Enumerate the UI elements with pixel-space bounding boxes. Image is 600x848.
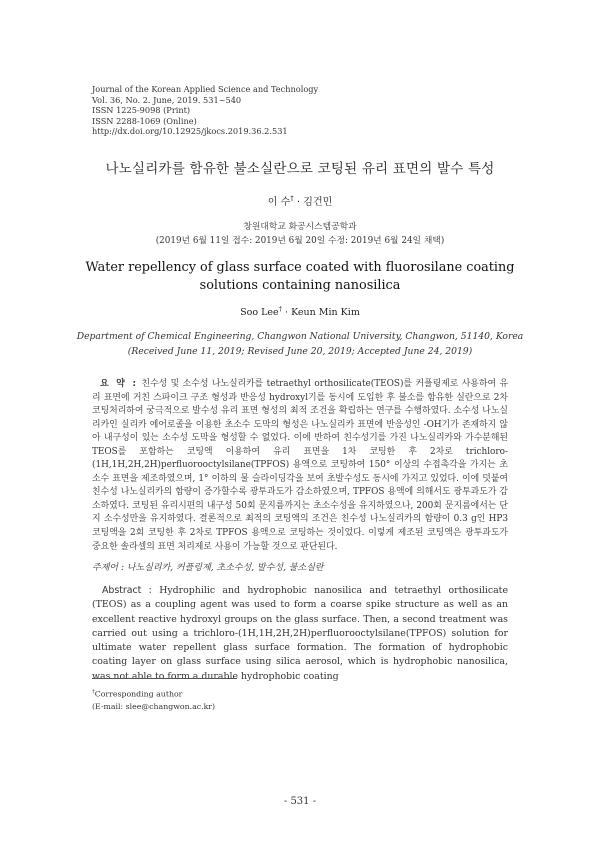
english-dates: (Received June 11, 2019; Revised June 20, 2019; Accepted June 24, 2019) <box>127 345 473 357</box>
footnote-divider <box>92 678 237 679</box>
korean-keywords: 주제어 : 나노실리카, 커플링제, 초소수성, 발수성, 불소실란 <box>92 563 324 573</box>
korean-dates: (2019년 6월 11일 접수: 2019년 6월 20일 수정: 2019년 6월 24일 채택) <box>155 236 445 246</box>
author-separator: · <box>293 197 304 208</box>
english-author-2: Keun Min Kim <box>291 307 360 319</box>
journal-name: Journal of the Korean Applied Science and Technology <box>92 84 319 94</box>
korean-abstract-text: 친수성 및 소수성 나노실리카를 tetraethyl orthosilicate(TEOS)를 커플링제로 사용하여 유리 표면에 거친 스파이크 구조 형성과 반응성 hydroxyl기를 동시에 도입한 후 불소를 함유한 실란으로 2차 코팅처리하여 궁극적으로 발수성 유리 표면 형성의 최적 조건을 확립하는 연구를 수행하였다. 소수성 나노실리카인 실리카 에어로졸을 이용한 초소수 도막의 형성은 나노실리카 표면에 반응성인 -OH기가 존재하지 않아 내구성이 있는 소수성 도막을 형성할 수 없었다. 이에 반하여 친수성기를 가진 나노실리카와 가수분해된 TEOS를 포함하는 코팅액 이용하여 유리 표면을 1차 코팅한 후 2차로 trichloro-(1H,1H,2H,2H)perfluorooctylsilane(TPFOS) 용액으로 코팅하여 150° 이상의 수접촉각을 가지는 초소수 표면을 제조하였으며, 1° 이하의 물 슬라이딩각을 보여 초발수성도 동시에 가지고 있었다. 이에 덧붙여 친수성 나노실리카의 함량이 증가할수록 광투과도가 감소하였으며, TPFOS 용액에 의해서도 광투과도가 감소하였다. 코팅된 유리시편의 내구성 50회 문지름까지는 초소수성을 유지하였으나, 200회 문지름에서는 단지 소수성만을 유지하였다. 결론적으로 최적의 코팅액의 조건은 친수성 나노실리카의 함량이 0.3 g인 HP3 코팅액을 2회 코팅한 후 2차로 TPFOS 용액으로 코팅하는 것이었다. 이렇게 제조된 코팅액은 광투과도가 중요한 솔라셀의 표면 처리제로 사용이 가능할 것으로 판단된다. <box>92 379 509 552</box>
english-title: Water repellency of glass surface coated with fluorosilane coating solutions containing nanosilica <box>85 260 515 293</box>
korean-authors <box>0 193 600 208</box>
journal-issn-online: ISSN 2288-1069 (Online) <box>92 115 197 126</box>
footnote-email: (E-mail: slee@changwon.ac.kr) <box>92 701 216 711</box>
corresponding-mark-en: † <box>278 305 282 313</box>
author-separator-en: · <box>282 307 292 319</box>
english-author-1: Soo Lee <box>240 307 279 319</box>
english-abstract-text: Hydrophilic and hydrophobic nanosilica and tetraethyl orthosilicate (TEOS) as a coupling agent was used to form a coarse spike structure as well as an excellent reactive hydroxyl groups on the glass surface. Then, a second treatment was carried out using a trichloro-(1H,1H,2H,2H)perfluorooctylsilane(TPFOS) solution for ultimate water repellent glass surface formation. The formation of hydrophobic coating layer on glass surface using silica aerosol, which is hydrophobic nanosilica, was not able to form a durable hydrophobic coating <box>92 585 508 682</box>
korean-affiliation: 창원대학교 화공시스템공학과 <box>243 222 357 232</box>
korean-abstract <box>92 378 508 554</box>
journal-volume: Vol. 36, No. 2. June, 2019. 531~540 <box>92 94 242 105</box>
english-affiliation-block <box>0 330 600 359</box>
korean-author-2: 김건민 <box>303 197 333 208</box>
journal-info <box>92 84 318 137</box>
korean-title: 나노실리카를 함유한 불소실란으로 코팅된 유리 표면의 발수 특성 <box>105 161 495 177</box>
footnote-corresponding: Corresponding author <box>94 689 183 699</box>
page-number: - 531 - <box>283 796 317 807</box>
korean-abstract-label: 요 약 : <box>100 379 139 389</box>
korean-author-1: 이 수 <box>267 197 291 208</box>
english-affiliation: Department of Chemical Engineering, Changwon National University, Changwon, 51140, Korea <box>76 331 524 342</box>
footnote <box>92 686 215 713</box>
corresponding-mark: † <box>290 194 294 203</box>
journal-issn-print: ISSN 1225-9098 (Print) <box>92 105 191 116</box>
journal-doi-link[interactable]: http://dx.doi.org/10.12925/jkocs.2019.36.2.531 <box>92 126 288 137</box>
english-abstract-label: Abstract : <box>102 585 152 596</box>
footnote-mark: † <box>92 689 95 695</box>
english-abstract <box>92 584 508 684</box>
english-authors <box>0 305 600 318</box>
